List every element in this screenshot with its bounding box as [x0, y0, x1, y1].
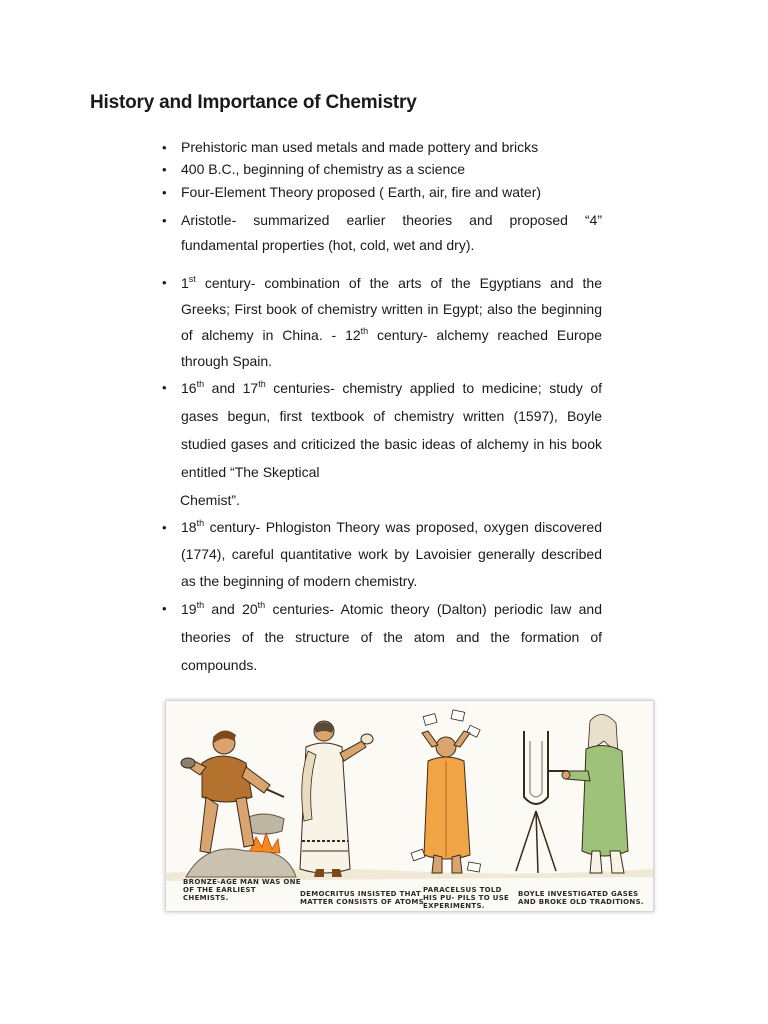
list-item	[162, 270, 602, 374]
stocking	[610, 851, 624, 873]
leg	[452, 855, 462, 873]
list-item	[162, 595, 602, 679]
leg	[432, 855, 442, 873]
raised-arm	[454, 731, 470, 747]
stocking	[590, 851, 602, 873]
atom-stone	[361, 734, 373, 744]
fire-icon	[250, 833, 280, 853]
ordinal-suffix: th	[196, 379, 205, 389]
hammer-stone	[181, 758, 195, 768]
list-item: • Four-Element Theory proposed ( Earth, air, fire and water)	[162, 181, 602, 204]
chemistry-history-illustration	[165, 700, 654, 912]
caption-bronze-age: BRONZE-AGE MAN WAS ONE OF THE EARLIEST CHEMISTS.	[183, 878, 301, 902]
leg	[200, 797, 218, 853]
bronze-age-man-figure	[181, 730, 296, 877]
head	[436, 737, 456, 757]
list-item: • Prehistoric man used metals and made pottery and bricks	[162, 137, 602, 158]
caption-democritus: DEMOCRITUS INSISTED THAT MATTER CONSISTS OF ATOMS.	[300, 890, 427, 906]
caption-boyle: BOYLE INVESTIGATED GASES AND BROKE OLD TRADITIONS.	[518, 890, 644, 906]
item-text: century- combination of the arts of the Egyptians and the Greeks; First book of chemistry written in Egypt; also the beginning of alchemy in China. -	[181, 275, 602, 343]
tongs	[266, 789, 284, 797]
ordinal-suffix: th	[196, 600, 205, 610]
item-text-continued: Chemist”.	[180, 492, 240, 508]
paper-sheet	[451, 710, 465, 721]
raised-arm	[422, 731, 438, 747]
boyle-figure	[516, 714, 628, 873]
coat	[582, 745, 628, 856]
ordinal-suffix: st	[188, 274, 196, 284]
century-number: 1	[181, 275, 189, 291]
ordinal-suffix: th	[196, 518, 205, 528]
robe	[424, 757, 470, 859]
item-text: century- alchemy reached Europe through Spain.	[181, 327, 602, 369]
century-number: 20	[242, 601, 258, 617]
item-text: and	[204, 601, 243, 617]
century-number: 16	[181, 380, 197, 396]
ordinal-suffix: th	[257, 600, 266, 610]
tripod-leg	[516, 811, 536, 871]
page-title: History and Importance of Chemistry	[90, 92, 417, 113]
item-text: centuries- chemistry applied to medicine; study of gases begun, first textbook of chemistry written (1597), Boyle studied gases and criticized the basic ideas of alchemy in his book entitled “The Skeptical	[181, 380, 602, 480]
century-number: 19	[181, 601, 197, 617]
tripod-leg	[536, 811, 538, 873]
paracelsus-figure	[411, 710, 481, 873]
list-item	[162, 374, 602, 514]
ordinal-suffix: th	[360, 326, 369, 336]
democritus-figure	[300, 721, 373, 877]
caption-paracelsus: PARACELSUS TOLD HIS PU- PILS TO USE EXPERIMENTS.	[423, 886, 510, 910]
ordinal-suffix: th	[258, 379, 266, 389]
item-text: centuries- Atomic theory (Dalton) periodic law and theories of the structure of the atom and the formation of compounds.	[181, 601, 602, 673]
paper-sheet	[411, 849, 425, 861]
list-item	[162, 514, 602, 595]
bullet-list	[162, 137, 602, 679]
item-text: and	[204, 380, 243, 396]
list-item: • Aristotle- summarized earlier theories and proposed “4” fundamental properties (hot, cold, wet and dry).	[162, 208, 602, 258]
century-number: 12	[345, 327, 361, 343]
raised-arm	[340, 741, 366, 761]
tripod-leg	[536, 811, 556, 871]
paper-sheet	[423, 714, 437, 726]
paper-sheet	[467, 862, 480, 872]
hand	[562, 771, 570, 779]
list-item: • 400 B.C., beginning of chemistry as a science	[162, 158, 602, 181]
glass-tube-inner	[530, 741, 542, 797]
century-number: 18	[181, 519, 197, 535]
item-text: century- Phlogiston Theory was proposed, oxygen discovered (1774), careful quantitative work by Lavoisier generally described as the beginning of modern chemistry.	[181, 519, 602, 589]
century-number: 17	[242, 380, 259, 396]
glass-tube	[524, 731, 548, 804]
